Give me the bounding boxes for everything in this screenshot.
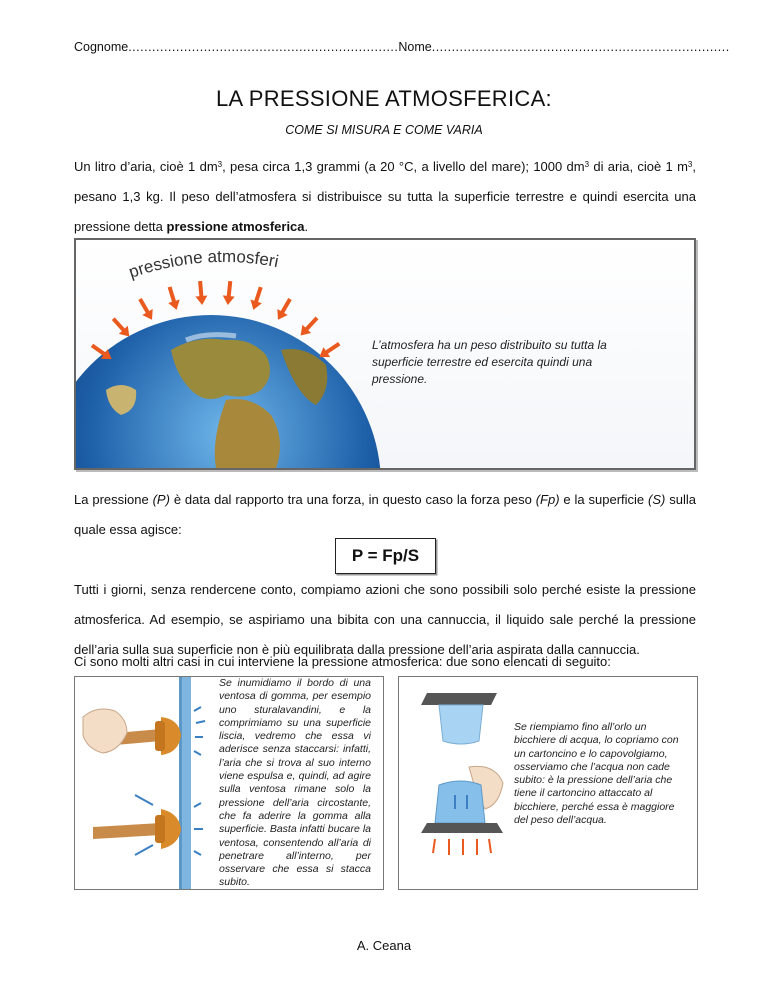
definition-paragraph: La pressione (P) è data dal rapporto tra una forza, in questo caso la forza peso (Fp) e la superficie (S) sulla quale essa agisce: [74,492,697,537]
suction-cup-illustration [75,677,219,889]
page-subtitle: COME SI MISURA E COME VARIA [285,123,483,137]
intro-paragraph: Un litro d’aria, cioè 1 $dm^3$, pesa circa 1,3 grammi (a 20 °C, a livello del mare); 1000 $dm^3$ di aria, cioè 1 $m^3$, pesano 1,3 kg. Il peso dell’atmosfera si distribuisce su tutta la superficie terrestre e quindi esercita una pressione detta pressione atmosferica. [74,159,696,234]
atmosphere-figure [74,238,696,470]
inverted-glass-text: Se riempiamo fino all’orlo un bicchiere di acqua, lo copriamo con un cartoncino e lo capovolgiamo, osserviamo che l’acqua non cade subito: è la pressione dell’aria che tiene il cartoncino attaccato al bicchiere, perché essa è maggiore del peso dell’acqua. [514,721,679,827]
name-dots: ........................................................................... [431,40,730,54]
name-label: Nome [398,40,432,54]
suction-cup-text: Se inumidiamo il bordo di una ventosa di gomma, per esempio uno sturalavandini, e la comprimiamo su una superficie liscia, vedremo che essa vi aderisce senza staccarsi: infatti, l’aria che si trova al suo interno viene espulsa e, quindi, ad agire sulla ventosa rimane solo la pressione dell’aria circostante, che fa aderire la gomma alla superficie. Basta infatti bucare la ventosa, consentendo all’aria di penetrare all’interno, per osservare che essa si stacca subito. [219,677,371,889]
arc-label: pressione atmosferi [126,246,281,282]
examples-intro: Ci sono molti altri casi in cui interviene la pressione atmosferica: due sono elencati di seguito: [74,654,611,669]
figure-caption: L’atmosfera ha un peso distribuito su tutta la superficie terrestre ed esercita quindi una pressione. [372,338,607,386]
page-title: LA PRESSIONE ATMOSFERICA: [216,86,552,111]
name-header [74,40,730,54]
author-footer: A. Ceana [356,938,412,953]
surname-dots: .................................................................... [128,40,399,54]
pressure-formula: P = Fp/S [335,538,436,574]
suction-cup-example [74,676,384,890]
inverted-glass-example [398,676,698,890]
daily-life-paragraph: Tutti i giorni, senza rendercene conto, compiamo azioni che sono possibili solo perché esiste la pressione atmosferica. Ad esempio, se aspiriamo una bibita con una cannuccia, il liquido sale perché la pressione dell’aria sulla sua superficie non è più equilibrata dalla pressione dell’aria aspirata dalla cannuccia. [74,582,696,657]
inverted-glass-illustration [399,677,514,889]
surname-label: Cognome [74,40,129,54]
bold-term: pressione atmosferica [166,219,305,234]
